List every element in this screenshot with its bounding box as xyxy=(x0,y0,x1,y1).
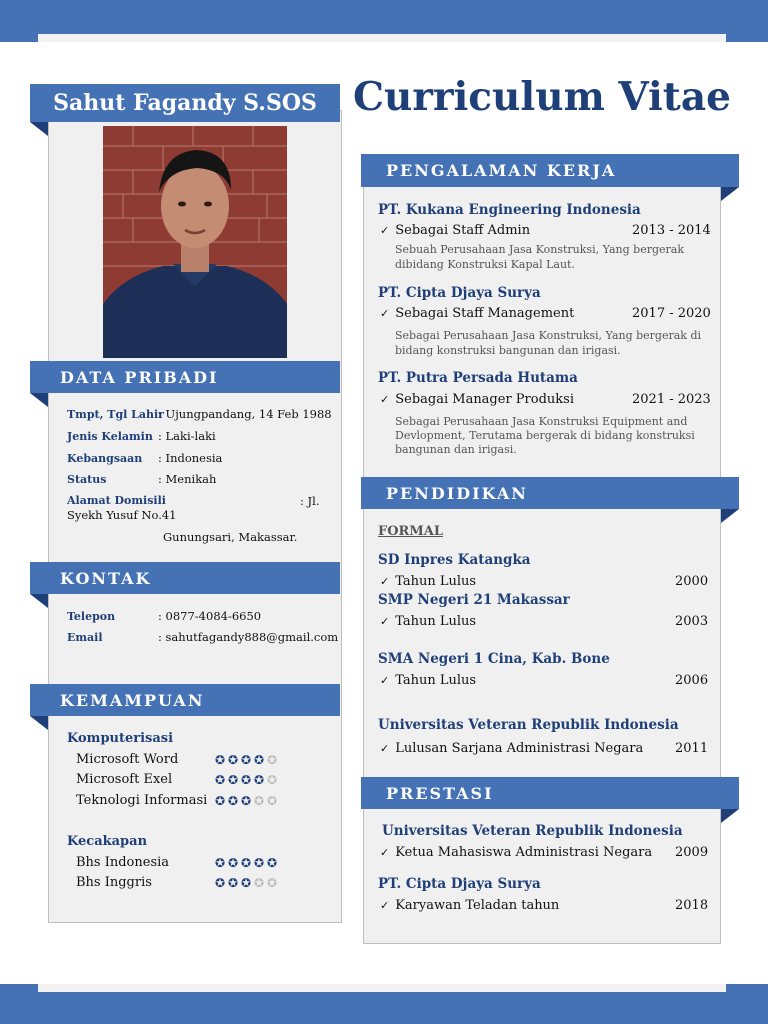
skill-name: Microsoft Exel xyxy=(76,772,173,787)
checkmark-icon: ✓ xyxy=(380,615,390,628)
language-skills-heading: Kecakapan xyxy=(67,834,148,849)
checkmark-icon: ✓ xyxy=(380,393,390,406)
section-data-pribadi-header: DATA PRIBADI xyxy=(30,361,340,393)
school-item-text: Tahun Lulus xyxy=(395,614,477,629)
star-icon: ✪ xyxy=(240,794,252,808)
job-description-line: Sebagai Perusahaan Jasa Konstruksi Equipment and xyxy=(395,415,688,428)
job-role-text: Sebagai Staff Management xyxy=(395,306,575,321)
skill-rating xyxy=(214,857,278,869)
school-year: 2000 xyxy=(675,574,709,589)
job-role-text: Sebagai Staff Admin xyxy=(395,223,531,238)
job-role xyxy=(380,392,574,407)
email-value: : sahutfagandy888@gmail.com xyxy=(158,630,339,644)
school-item-text: Tahun Lulus xyxy=(395,673,477,688)
star-icon: ✪ xyxy=(227,753,239,767)
job-description-line: bidang konstruksi bangunan dan irigasi. xyxy=(395,344,621,357)
star-icon: ✪ xyxy=(266,794,278,808)
computer-skills-heading: Komputerisasi xyxy=(67,731,174,746)
star-icon: ✪ xyxy=(240,876,252,890)
school-name: SD Inpres Katangka xyxy=(378,552,531,568)
status-label: Status xyxy=(67,473,107,486)
section-fold xyxy=(721,809,739,823)
skill-rating xyxy=(214,877,278,889)
job-description-line: Devlopment, Terutama bergerak di bidang konstruksi xyxy=(395,429,695,442)
job-description-line: Sebagai Perusahaan Jasa Konstruksi, Yang bergerak di xyxy=(395,329,702,342)
email-label: Email xyxy=(67,631,103,644)
section-fold xyxy=(721,187,739,201)
bottom-band-inner xyxy=(38,984,726,992)
job-description-line: dibidang Konstruksi Kapal Laut. xyxy=(395,258,575,271)
achievement-text: Ketua Mahasiswa Administrasi Negara xyxy=(395,845,653,860)
section-prestasi-header: PRESTASI xyxy=(361,777,739,809)
birth-value: : Ujungpandang, 14 Feb 1988 xyxy=(158,407,332,421)
address-line-1: Syekh Yusuf No.41 xyxy=(67,508,177,522)
star-icon: ✪ xyxy=(227,876,239,890)
school-item xyxy=(380,741,643,756)
star-icon: ✪ xyxy=(266,753,278,767)
star-icon: ✪ xyxy=(253,876,265,890)
school-year: 2003 xyxy=(675,614,709,629)
achievement-item xyxy=(380,898,559,913)
job-role xyxy=(380,306,574,321)
profile-photo-illustration xyxy=(103,126,287,358)
achievement-year: 2009 xyxy=(675,845,709,860)
school-item xyxy=(380,614,476,629)
skill-rating xyxy=(214,774,278,786)
star-icon: ✪ xyxy=(266,876,278,890)
star-icon: ✪ xyxy=(253,794,265,808)
star-icon: ✪ xyxy=(266,773,278,787)
birth-label: Tmpt, Tgl Lahir xyxy=(67,408,164,421)
school-item-text: Lulusan Sarjana Administrasi Negara xyxy=(395,741,644,756)
job-years: 2021 - 2023 xyxy=(632,392,711,407)
star-icon: ✪ xyxy=(214,773,226,787)
phone-value: : 0877-4084-6650 xyxy=(158,609,262,623)
address-line-2: Gunungsari, Makassar. xyxy=(163,530,298,544)
nationality-label: Kebangsaan xyxy=(67,452,143,465)
section-pengalaman-header: PENGALAMAN KERJA xyxy=(361,154,739,187)
job-role xyxy=(380,223,530,238)
status-value: : Menikah xyxy=(158,472,217,486)
school-item xyxy=(380,673,476,688)
school-name: SMP Negeri 21 Makassar xyxy=(378,592,570,608)
star-icon: ✪ xyxy=(240,856,252,870)
star-icon: ✪ xyxy=(214,876,226,890)
achievement-org: Universitas Veteran Republik Indonesia xyxy=(382,823,683,839)
page-title: Curriculum Vitae xyxy=(353,74,731,120)
star-icon: ✪ xyxy=(253,753,265,767)
checkmark-icon: ✓ xyxy=(380,899,390,912)
name-banner-fold xyxy=(30,122,48,136)
star-icon: ✪ xyxy=(227,773,239,787)
achievement-org: PT. Cipta Djaya Surya xyxy=(378,876,541,892)
achievement-text: Karyawan Teladan tahun xyxy=(395,898,560,913)
section-fold xyxy=(30,393,48,407)
school-year: 2006 xyxy=(675,673,709,688)
job-company: PT. Cipta Djaya Surya xyxy=(378,285,541,301)
star-icon: ✪ xyxy=(214,753,226,767)
skill-rating xyxy=(214,754,278,766)
job-role-text: Sebagai Manager Produksi xyxy=(395,392,574,407)
job-description-line: Sebuah Perusahaan Jasa Konstruksi, Yang bergerak xyxy=(395,243,685,256)
address-label: Alamat Domisili xyxy=(67,494,166,507)
checkmark-icon: ✓ xyxy=(380,674,390,687)
phone-label: Telepon xyxy=(67,610,116,623)
star-icon: ✪ xyxy=(227,856,239,870)
skill-name: Bhs Indonesia xyxy=(76,855,170,870)
name-banner: Sahut Fagandy S.SOS xyxy=(30,84,340,122)
school-name: SMA Negeri 1 Cina, Kab. Bone xyxy=(378,651,610,667)
section-fold xyxy=(30,594,48,608)
star-icon: ✪ xyxy=(253,856,265,870)
achievement-item xyxy=(380,845,652,860)
checkmark-icon: ✓ xyxy=(380,224,390,237)
gender-value: : Laki-laki xyxy=(158,429,216,443)
skill-name: Microsoft Word xyxy=(76,752,179,767)
school-year: 2011 xyxy=(675,741,709,756)
star-icon: ✪ xyxy=(240,753,252,767)
job-company: PT. Putra Persada Hutama xyxy=(378,370,578,386)
job-company: PT. Kukana Engineering Indonesia xyxy=(378,202,641,218)
school-item xyxy=(380,574,476,589)
nationality-value: : Indonesia xyxy=(158,451,223,465)
checkmark-icon: ✓ xyxy=(380,575,390,588)
achievement-year: 2018 xyxy=(675,898,709,913)
skill-name: Teknologi Informasi xyxy=(76,793,208,808)
job-description-line: bangunan dan irigasi. xyxy=(395,443,517,456)
checkmark-icon: ✓ xyxy=(380,307,390,320)
address-colon: : Jl. xyxy=(300,494,320,508)
school-name: Universitas Veteran Republik Indonesia xyxy=(378,717,679,733)
checkmark-icon: ✓ xyxy=(380,742,390,755)
section-pendidikan-header: PENDIDIKAN xyxy=(361,477,739,509)
profile-photo xyxy=(103,126,287,358)
school-item-text: Tahun Lulus xyxy=(395,574,477,589)
section-kontak-header: KONTAK xyxy=(30,562,340,594)
star-icon: ✪ xyxy=(214,856,226,870)
section-fold xyxy=(721,509,739,523)
formal-label: FORMAL xyxy=(378,524,443,539)
job-years: 2017 - 2020 xyxy=(632,306,711,321)
section-kemampuan-header: KEMAMPUAN xyxy=(30,684,340,716)
star-icon: ✪ xyxy=(227,794,239,808)
section-fold xyxy=(30,716,48,730)
star-icon: ✪ xyxy=(266,856,278,870)
skill-rating xyxy=(214,795,278,807)
skill-name: Bhs Inggris xyxy=(76,875,152,890)
gender-label: Jenis Kelamin xyxy=(67,430,153,443)
star-icon: ✪ xyxy=(253,773,265,787)
job-years: 2013 - 2014 xyxy=(632,223,711,238)
top-band-inner xyxy=(38,34,726,42)
star-icon: ✪ xyxy=(214,794,226,808)
star-icon: ✪ xyxy=(240,773,252,787)
checkmark-icon: ✓ xyxy=(380,846,390,859)
